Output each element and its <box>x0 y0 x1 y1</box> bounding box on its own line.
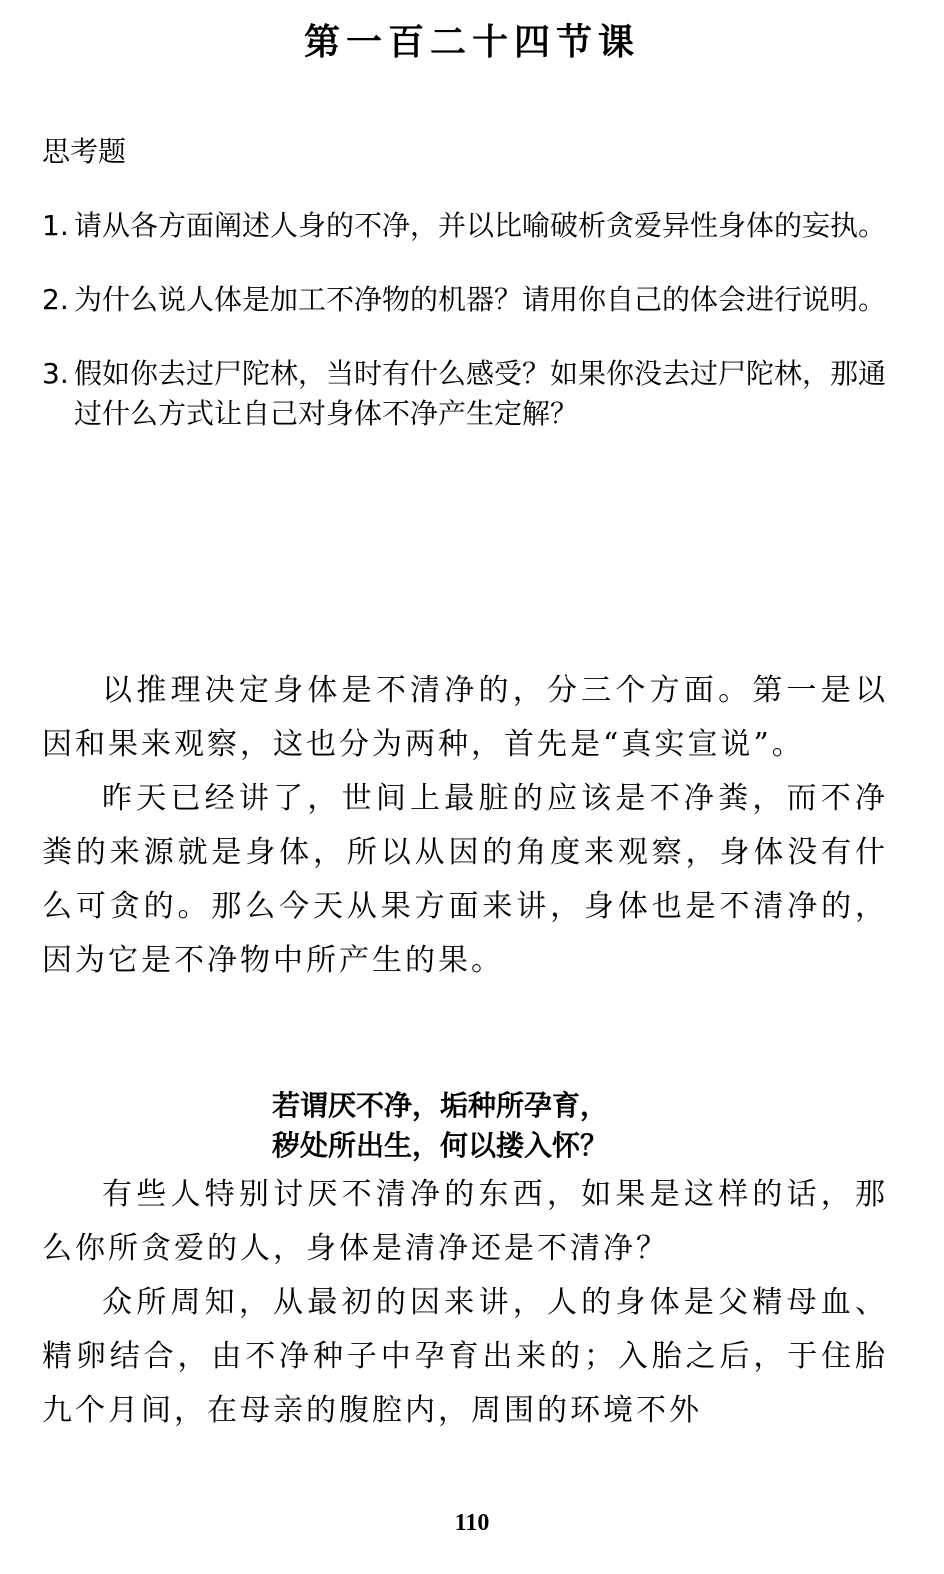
body-paragraph: 众所周知，从最初的因来讲，人的身体是父精母血、精卵结合，由不净种子中孕育出来的；入胎之后，于住胎九个月间，在母亲的腹腔内，周围的环境不外 <box>42 1285 888 1428</box>
question-text: 请从各方面阐述人身的不净，并以比喻破析贪爱异性身体的妄执。 <box>74 209 887 242</box>
question-item <box>42 206 892 246</box>
verse-line: 若谓厌不净，垢种所孕育， <box>272 1089 609 1122</box>
question-text: 假如你去过尸陀林，当时有什么感受？如果你没去过尸陀林，那通过什么方式让自己对身体不净产生定解？ <box>74 357 887 430</box>
question-text: 为什么说人体是加工不净物的机器？请用你自己的体会进行说明。 <box>74 283 887 316</box>
body-section-1 <box>42 664 888 988</box>
verse-block <box>272 1086 772 1166</box>
body-paragraph: 以推理决定身体是不清净的，分三个方面。第一是以因和果来观察，这也分为两种，首先是“真实宣说”。 <box>42 673 888 762</box>
verse-line: 秽处所出生，何以搂入怀？ <box>272 1129 609 1162</box>
question-number: 2. <box>42 283 69 316</box>
question-number: 1. <box>42 209 69 242</box>
question-item <box>42 280 892 320</box>
page-number: 110 <box>454 1510 490 1536</box>
body-section-2 <box>42 1168 888 1438</box>
discussion-questions <box>42 132 892 468</box>
body-paragraph: 昨天已经讲了，世间上最脏的应该是不净粪，而不净粪的来源就是身体，所以从因的角度来观察，身体没有什么可贪的。那么今天从果方面来讲，身体也是不清净的，因为它是不净物中所产生的果。 <box>42 781 888 978</box>
lesson-title: 第一百二十四节课 <box>303 21 640 63</box>
body-paragraph: 有些人特别讨厌不清净的东西，如果是这样的话，那么你所贪爱的人，身体是清净还是不清净？ <box>42 1177 888 1266</box>
questions-heading: 思考题 <box>42 135 127 168</box>
question-item <box>42 354 892 434</box>
question-number: 3. <box>42 357 69 390</box>
